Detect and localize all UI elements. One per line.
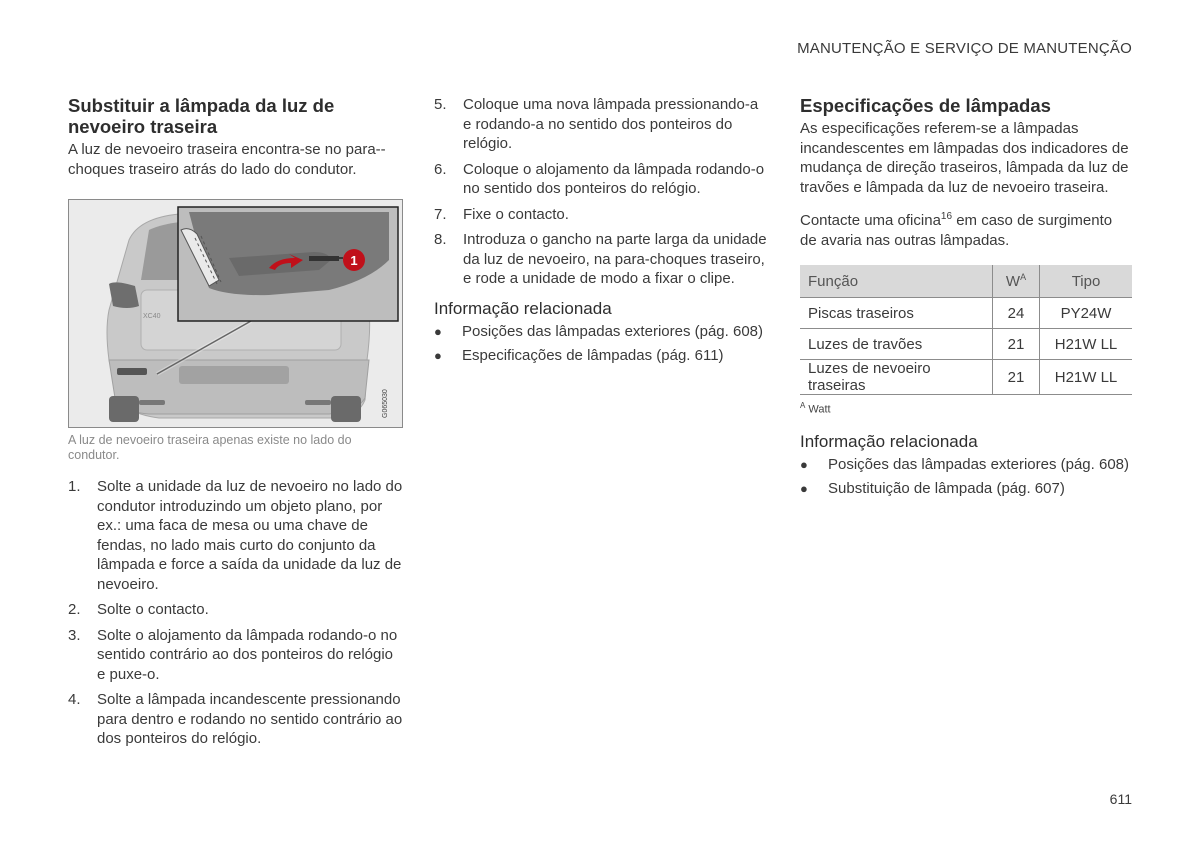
step-number: 3. xyxy=(68,626,81,644)
col-header-function: Função xyxy=(800,265,993,298)
table-row xyxy=(800,360,1132,395)
cell-watt: 21 xyxy=(993,360,1040,395)
step-text: Solte a lâmpada incandescente pressionando para dentro e rodando no sentido contrário ao dos ponteiros do relógio. xyxy=(97,691,403,747)
col-header-type: Tipo xyxy=(1040,265,1133,298)
contact-text-end: em caso de surgimento de avaria nas outras lâmpadas. xyxy=(800,212,1113,249)
steps-list-part2 xyxy=(434,95,769,289)
related-link-text[interactable]: Posições das lâmpadas exteriores (pág. 608) xyxy=(462,322,763,340)
step-text: Coloque uma nova lâmpada pressionando-a e rodando-a no sentido dos ponteiros do relógio. xyxy=(463,96,759,152)
list-item xyxy=(434,160,769,199)
column-left xyxy=(68,95,403,755)
figure-code: G065030 xyxy=(382,389,389,418)
steps-list-part1 xyxy=(68,477,403,749)
bullet-icon: ● xyxy=(434,323,442,339)
callout-number: 1 xyxy=(350,253,358,268)
related-link[interactable] xyxy=(434,322,769,342)
list-item xyxy=(434,230,769,289)
cell-watt: 21 xyxy=(993,329,1040,360)
list-item xyxy=(68,626,403,685)
table-row xyxy=(800,298,1132,329)
cell-watt: 24 xyxy=(993,298,1040,329)
step-text: Introduza o gancho na parte larga da unidade da luz de nevoeiro, na para-choques traseiro, e rode a unidade de modo a fixar o clipe. xyxy=(463,231,767,287)
step-text: Coloque o alojamento da lâmpada rodando-o no sentido dos ponteiros do relógio. xyxy=(463,160,765,197)
bulb-specs-intro: As especificações referem-se a lâmpadas incandescentes em lâmpadas dos indicadores de mudança de direção traseiros, lâmpada da luz de travões e lâmpada da luz de nevoeiro traseira. xyxy=(800,120,1129,196)
step-text: Solte o contacto. xyxy=(97,601,209,618)
column-right xyxy=(800,95,1132,504)
related-info-title: Informação relacionada xyxy=(800,431,978,451)
list-item xyxy=(68,477,403,594)
step-number: 8. xyxy=(434,231,447,248)
bullet-icon: ● xyxy=(800,481,808,497)
figure-caption: A luz de nevoeiro traseira apenas existe no lado do condutor. xyxy=(68,433,352,462)
table-row xyxy=(800,329,1132,360)
footnote-mark: A xyxy=(800,401,806,410)
fog-light-intro: A luz de nevoeiro traseira encontra-se no para--choques traseiro atrás do lado do condutor. xyxy=(68,141,386,178)
step-number: 2. xyxy=(68,601,81,618)
list-item xyxy=(68,690,403,749)
list-item xyxy=(434,205,769,225)
step-number: 5. xyxy=(434,96,447,113)
table-header-row xyxy=(800,265,1132,298)
related-info-title: Informação relacionada xyxy=(434,298,612,318)
section-title-bulb-specs: Especificações de lâmpadas xyxy=(800,95,1051,116)
step-text: Solte a unidade da luz de nevoeiro no lado do condutor introduzindo um objeto plano, por ex.: uma faca de mesa ou uma chave de fendas, no lado mais curto do conjunto da lâmpada e force a saída da unidade da luz de nevoeiro. xyxy=(97,478,403,593)
section-title-fog-light: Substituir a lâmpada da luz de nevoeiro traseira xyxy=(68,95,335,137)
related-link-text[interactable]: Posições das lâmpadas exteriores (pág. 608) xyxy=(828,455,1129,473)
cell-function: Luzes de travões xyxy=(800,329,993,360)
related-links xyxy=(434,322,769,366)
footnote-ref[interactable]: 16 xyxy=(940,211,953,222)
step-number: 4. xyxy=(68,691,81,708)
list-item xyxy=(68,600,403,620)
cell-function: Luzes de nevoeiro traseiras xyxy=(800,360,993,395)
related-link[interactable] xyxy=(434,346,769,366)
related-link-text[interactable]: Substituição de lâmpada (pág. 607) xyxy=(828,480,1065,498)
table-footnote xyxy=(800,401,1132,416)
footnote-text: Watt xyxy=(808,403,831,416)
bullet-icon: ● xyxy=(434,348,442,363)
step-number: 1. xyxy=(68,478,81,495)
column-middle xyxy=(434,95,769,371)
contact-text: Contacte uma oficina xyxy=(800,212,941,229)
step-text: Solte o alojamento da lâmpada rodando-o no sentido contrário ao dos ponteiros do relógio e puxe-o. xyxy=(97,626,398,683)
list-item xyxy=(434,95,769,154)
related-link[interactable] xyxy=(800,479,1132,499)
col-header-watt: $W^A$ xyxy=(993,265,1040,298)
related-links xyxy=(800,455,1132,499)
fog-light-illustration xyxy=(68,199,403,428)
cell-function: Piscas traseiros xyxy=(800,298,993,329)
cell-type: H21W LL xyxy=(1040,360,1133,395)
running-header: MANUTENÇÃO E SERVIÇO DE MANUTENÇÃO xyxy=(797,40,1132,57)
step-number: 7. xyxy=(434,205,447,223)
step-text: Fixe o contacto. xyxy=(463,205,569,223)
contact-paragraph xyxy=(800,207,1132,250)
bulb-spec-table xyxy=(800,265,1132,395)
related-link[interactable] xyxy=(800,455,1132,475)
model-badge: XC40 xyxy=(143,313,161,320)
cell-type: H21W LL xyxy=(1040,329,1133,360)
cell-type: PY24W xyxy=(1040,298,1133,329)
bullet-icon: ● xyxy=(800,456,808,472)
page-number: 611 xyxy=(1109,791,1132,807)
related-link-text[interactable]: Especificações de lâmpadas (pág. 611) xyxy=(462,347,724,364)
step-number: 6. xyxy=(434,160,447,178)
